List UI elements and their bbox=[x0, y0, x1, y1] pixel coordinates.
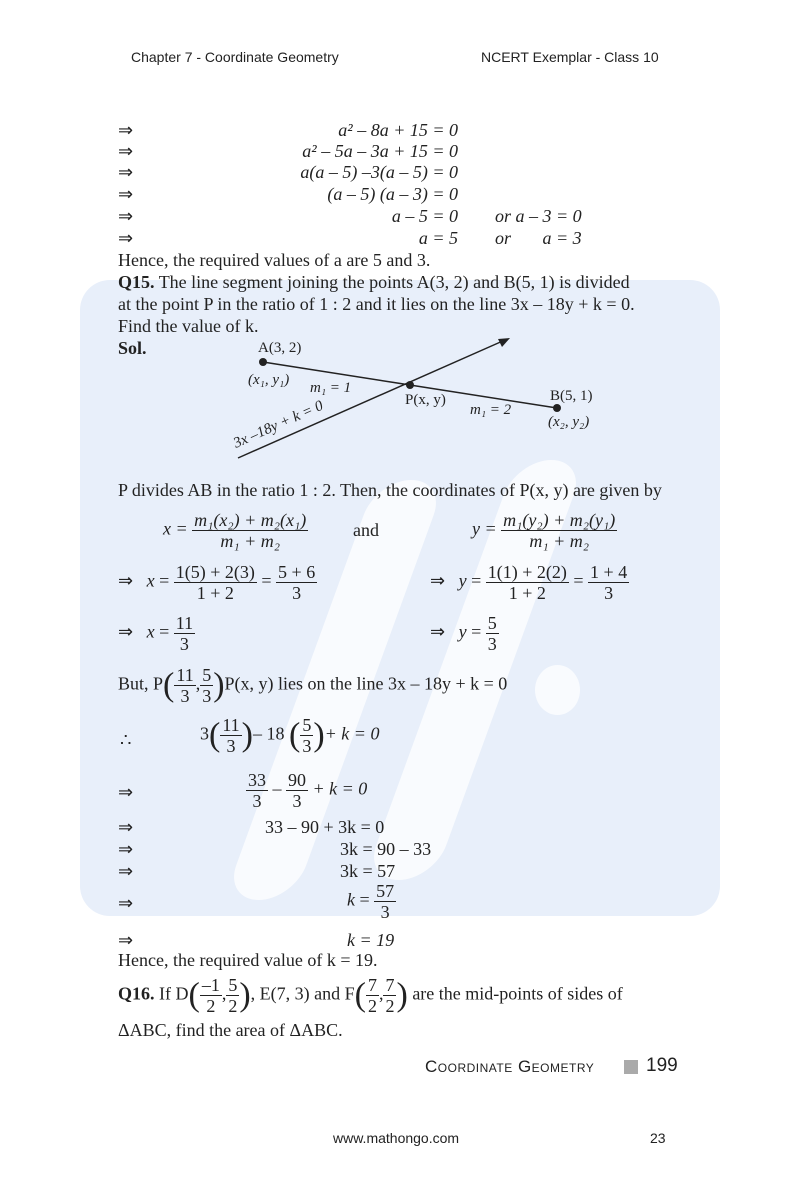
conclusion: Hence, the required values of a are 5 and 3. bbox=[118, 250, 431, 270]
header-book: NCERT Exemplar - Class 10 bbox=[481, 49, 659, 65]
book-footer-title: Coordinate Geometry bbox=[425, 1057, 595, 1076]
step: a² – 5a – 3a + 15 = 0 bbox=[302, 141, 458, 161]
y-substitution: ⇒ y = $\frac{1(1) + 2(2)}{1 + 2}$ = $\frac{1 + 4}{3}$ bbox=[430, 562, 628, 603]
question-15-line3: Find the value of k. bbox=[118, 316, 259, 336]
solution-intro: P divides AB in the ratio 1 : 2. Then, the coordinates of P(x, y) are given by bbox=[118, 480, 662, 500]
footer-site: www.mathongo.com bbox=[333, 1130, 460, 1146]
step: a(a – 5) –3(a – 5) = 0 bbox=[300, 162, 458, 182]
step: a² – 8a + 15 = 0 bbox=[338, 120, 458, 140]
header-chapter: Chapter 7 - Coordinate Geometry bbox=[131, 49, 339, 65]
x-result: ⇒ x = $\frac{11}{3}$ bbox=[118, 613, 194, 654]
step: (a – 5) (a – 3) = 0 bbox=[327, 184, 458, 204]
conclusion: Hence, the required value of k = 19. bbox=[118, 950, 378, 970]
x-formula: x = $\frac{\text{m₁(x₂) + m₂(x₁)}}{\text{m₁ + m₂}}$ bbox=[163, 510, 307, 551]
x-substitution: ⇒ x = $\frac{1(5) + 2(3)}{1 + 2}$ = $\frac{5 + 6}{3}$ bbox=[118, 562, 316, 603]
step: a = 5 bbox=[418, 228, 458, 248]
but-statement: But, P( $\frac{11}{3}$ , $\frac{5}{3}$ )P(x, y) lies on the line 3x – 18y + k = 0 bbox=[118, 665, 508, 706]
footer-square-icon bbox=[624, 1060, 638, 1074]
step: 3k = 90 – 33 bbox=[340, 839, 432, 859]
step-or: or a – 3 = 0 bbox=[495, 206, 582, 226]
footer-page: 23 bbox=[650, 1130, 666, 1146]
step-or: or a = 3 bbox=[495, 228, 582, 248]
y-formula: y = $\frac{\text{m₁(y₂) + m₂(y₁)}}{\text{m₁ + m₂}}$ bbox=[472, 510, 616, 551]
step: 3k = 57 bbox=[340, 861, 396, 881]
watermark-dot bbox=[535, 665, 580, 715]
question-15-line2: at the point P in the ratio of 1 : 2 and it lies on the line 3x – 18y + k = 0. bbox=[118, 294, 635, 314]
y-result: ⇒ y = $\frac{5}{3}$ bbox=[430, 613, 497, 654]
svg-text:m₁ = 1: m₁ = 1 bbox=[310, 380, 352, 396]
svg-text:B(5, 1): B(5, 1) bbox=[550, 388, 593, 404]
question-16-line2: ΔABC, find the area of ΔABC. bbox=[118, 1020, 343, 1040]
book-page-number: 199 bbox=[646, 1055, 678, 1076]
step: a – 5 = 0 bbox=[391, 206, 458, 226]
svg-text:(x₁, y₁): (x₁, y₁) bbox=[248, 372, 290, 388]
solution-label: Sol. bbox=[118, 338, 147, 358]
svg-text:(x₂, y₂): (x₂, y₂) bbox=[548, 414, 590, 430]
step: 33 – 90 + 3k = 0 bbox=[265, 817, 385, 837]
svg-text:A(3, 2): A(3, 2) bbox=[258, 340, 302, 356]
therefore-symbol: ∴ bbox=[120, 730, 132, 750]
and-label: and bbox=[353, 520, 379, 540]
question-16-line1: Q16. If D( $\frac{-1}{2}$ , $\frac{5}{2}$ ), E(7, 3) and F( $\frac{7}{2}$ , $\frac{7}{2}$ ) are the mid-points of sides of bbox=[118, 975, 623, 1016]
equation-1: 3( $\frac{11}{3}$ )– 18 ( $\frac{5}{3}$ )+ k = 0 bbox=[200, 715, 380, 756]
svg-text:3x –18y + k = 0: 3x –18y + k = 0 bbox=[231, 397, 326, 452]
svg-text:P(x, y): P(x, y) bbox=[405, 392, 446, 408]
question-15-line1: Q15. The line segment joining the points A(3, 2) and B(5, 1) is divided bbox=[118, 272, 630, 292]
k-fraction: k = $\frac{57}{3}$ bbox=[347, 881, 395, 922]
line-diagram bbox=[200, 330, 620, 460]
svg-text:m₁ = 2: m₁ = 2 bbox=[470, 402, 512, 418]
equation-2: $\frac{33}{3}$ – $\frac{90}{3}$ + k = 0 bbox=[248, 770, 368, 811]
k-final: k = 19 bbox=[347, 930, 395, 950]
